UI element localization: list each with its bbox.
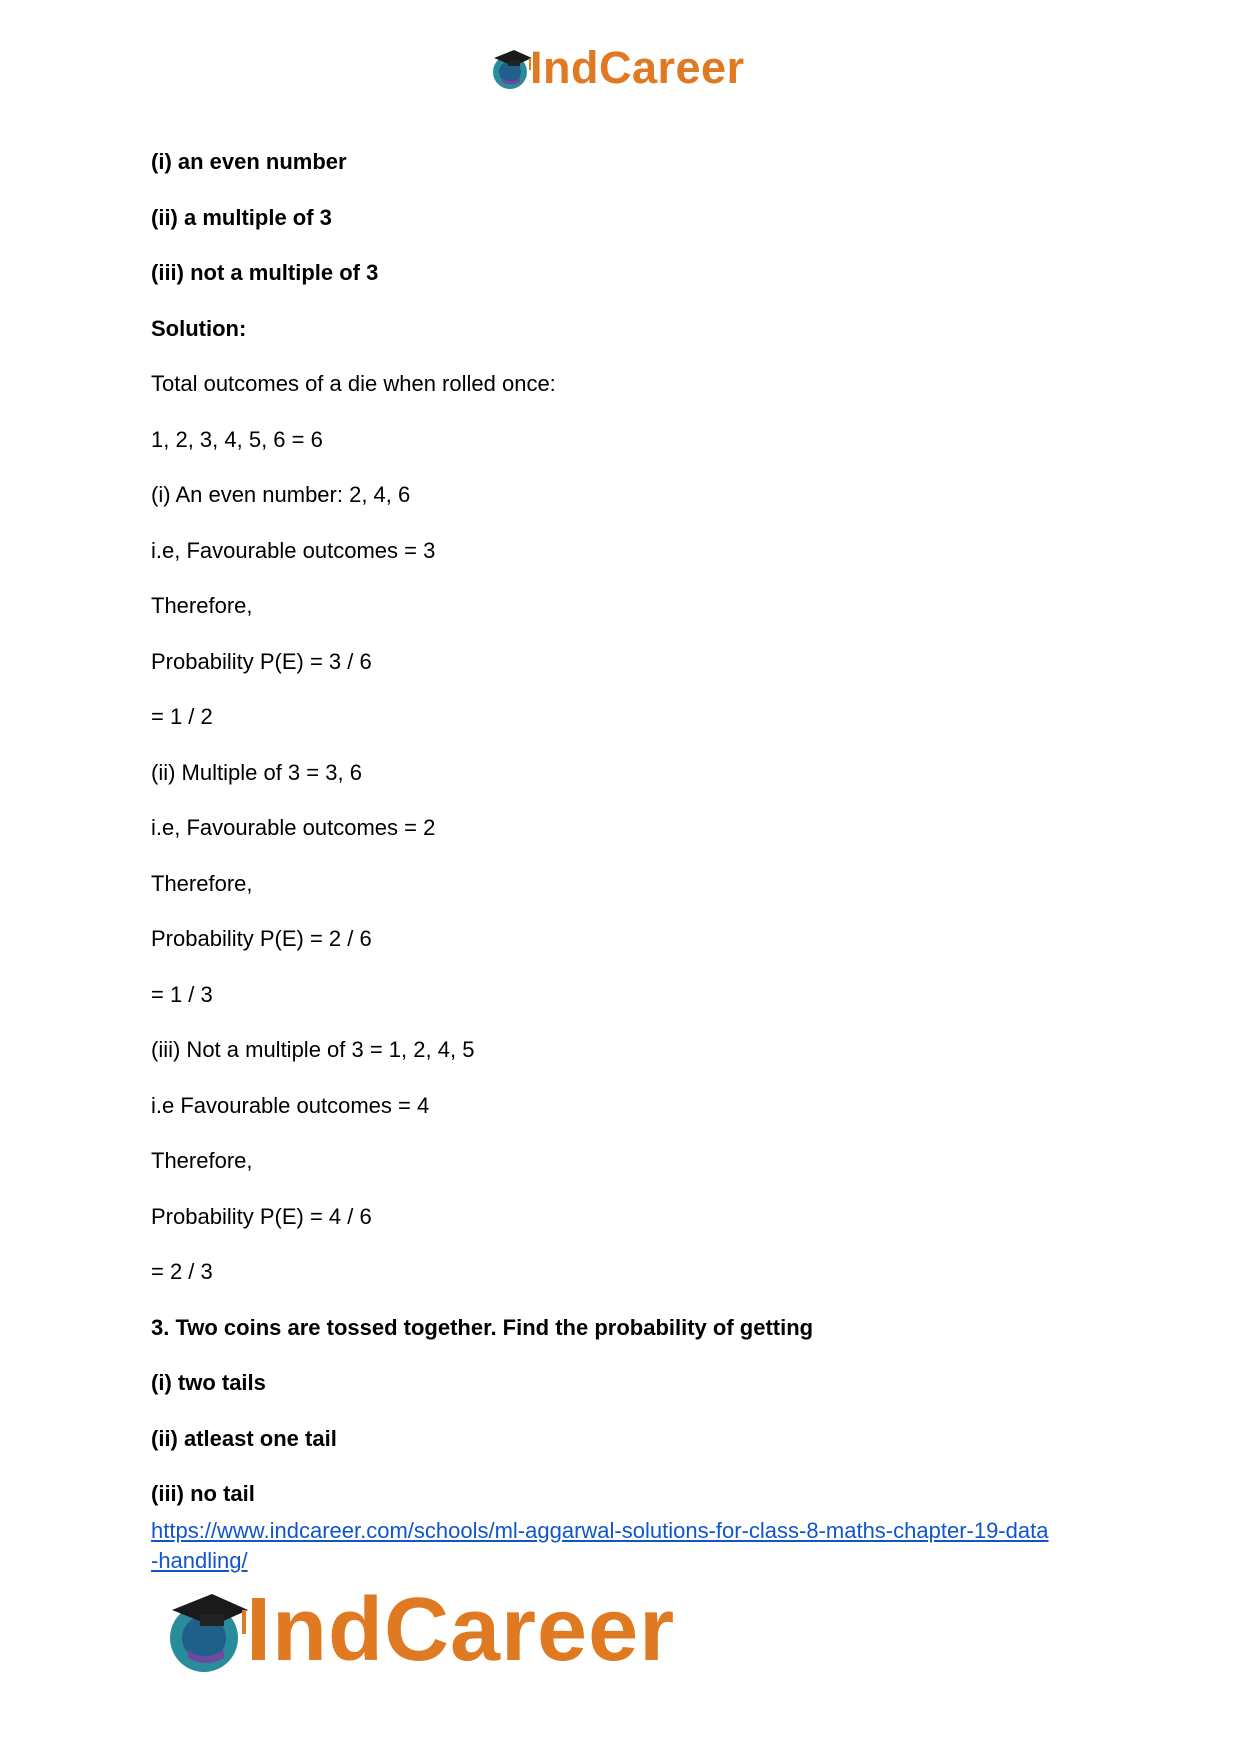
brand-name: IndCareer	[530, 42, 745, 93]
solution-line: Therefore,	[151, 1148, 253, 1173]
solution-line: = 2 / 3	[151, 1259, 213, 1284]
solution-line: Probability P(E) = 4 / 6	[151, 1203, 372, 1229]
solution-line: = 1 / 2	[151, 704, 213, 729]
solution-line: Therefore,	[151, 593, 253, 618]
graduation-globe-icon	[160, 1582, 256, 1678]
question-line: (i) an even number	[151, 149, 347, 174]
footer-logo	[160, 1580, 675, 1680]
question-line: (iii) no tail	[151, 1481, 255, 1506]
question-line: (iii) not a multiple of 3	[151, 260, 379, 285]
graduation-globe-icon	[488, 44, 536, 92]
solution-line: (i) An even number: 2, 4, 6	[151, 482, 411, 507]
question-line: (i) two tails	[151, 1370, 266, 1395]
question-line: 3. Two coins are tossed together. Find the probability of getting	[151, 1314, 814, 1340]
solution-line: Probability P(E) = 2 / 6	[151, 926, 372, 951]
solution-line: 1, 2, 3, 4, 5, 6 = 6	[151, 426, 323, 452]
source-link[interactable]	[151, 1516, 1111, 1576]
solution-line: Therefore,	[151, 870, 253, 896]
question-line: (ii) atleast one tail	[151, 1425, 337, 1451]
solution-line: i.e Favourable outcomes = 4	[151, 1092, 430, 1118]
solution-line: i.e, Favourable outcomes = 2	[151, 815, 436, 840]
solution-line: (ii) Multiple of 3 = 3, 6	[151, 759, 362, 785]
header-logo	[488, 40, 745, 96]
brand-name: IndCareer	[246, 1579, 676, 1680]
solution-line: (iii) Not a multiple of 3 = 1, 2, 4, 5	[151, 1037, 475, 1062]
question-line: (ii) a multiple of 3	[151, 204, 332, 230]
solution-line: i.e, Favourable outcomes = 3	[151, 537, 436, 563]
solution-line: = 1 / 3	[151, 981, 213, 1007]
question-line: Solution:	[151, 315, 247, 341]
document-body	[151, 148, 1111, 1536]
solution-line: Probability P(E) = 3 / 6	[151, 648, 372, 674]
source-link-line-2[interactable]: -handling/	[151, 1548, 248, 1573]
source-link-line-1[interactable]: https://www.indcareer.com/schools/ml-aggarwal-solutions-for-class-8-maths-chapter-19-data	[151, 1518, 1049, 1543]
solution-line: Total outcomes of a die when rolled once:	[151, 371, 556, 396]
